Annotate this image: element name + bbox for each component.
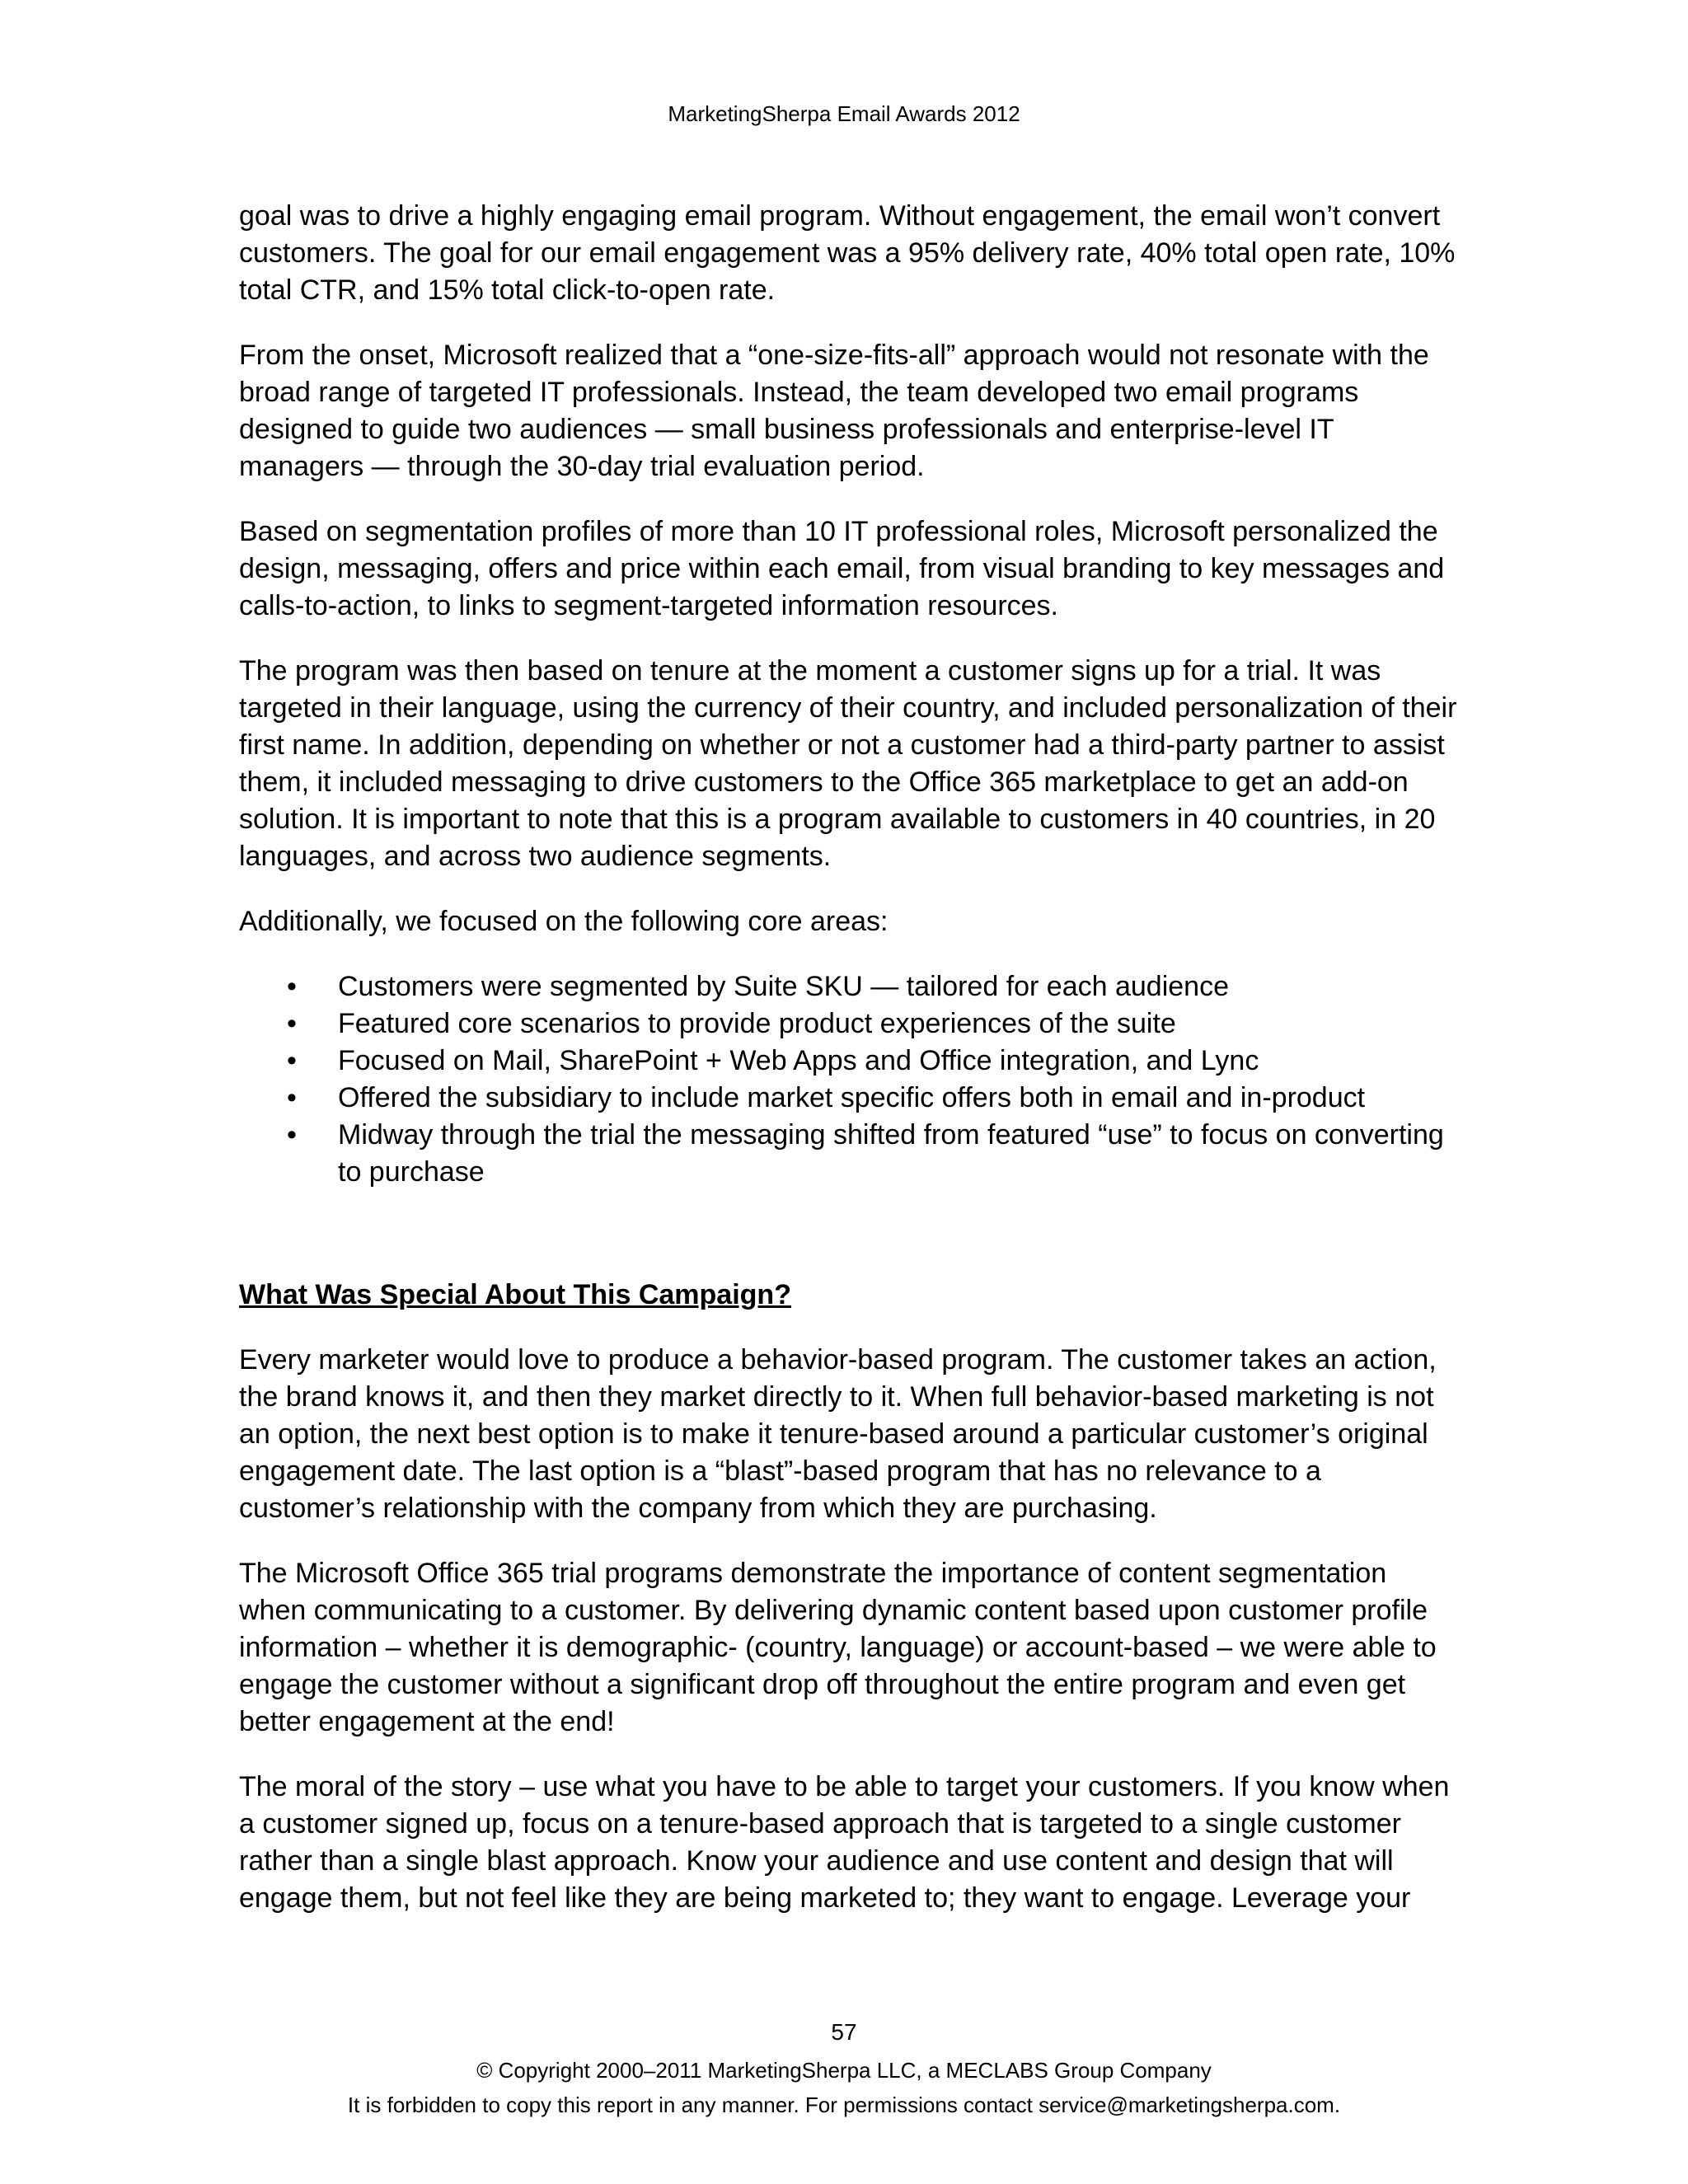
body-paragraph: Based on segmentation profiles of more than 10 IT professional roles, Microsoft personalized the design, messaging, offers and price within each email, from visual branding to key messages and calls-to-action, to links to segment-targeted information resources. bbox=[239, 516, 1445, 621]
list-item-text: Featured core scenarios to provide product experiences of the suite bbox=[338, 1008, 1176, 1039]
list-item bbox=[239, 1043, 1459, 1080]
section-paragraph: The moral of the story – use what you have to be able to target your customers. If you know when a customer signed up, focus on a tenure-based approach that is targeted to a single customer rather than a single blast approach. Know your audience and use content and design that will engage them, but not feel like they are being marketed to; they want to engage. Leverage your bbox=[239, 1771, 1450, 1914]
body-paragraph: From the onset, Microsoft realized that a “one-size-fits-all” approach would not resonate with the broad range of targeted IT professionals. Instead, the team developed two email programs designed to guide two audiences — small business professionals and enterprise-level IT managers — through the 30-day trial evaluation period. bbox=[239, 340, 1429, 482]
list-item bbox=[239, 1080, 1459, 1117]
copyright-notice: © Copyright 2000–2011 MarketingSherpa LLC, a MECLABS Group Company bbox=[476, 2058, 1212, 2083]
list-item bbox=[239, 1117, 1459, 1191]
core-areas-list bbox=[239, 968, 1459, 1191]
page-content bbox=[239, 198, 1459, 1945]
list-item-text: Offered the subsidiary to include market specific offers both in email and in-product bbox=[338, 1082, 1366, 1113]
bullet-icon: • bbox=[287, 1008, 297, 1039]
bullet-icon: • bbox=[287, 1045, 297, 1076]
section-heading: What Was Special About This Campaign? bbox=[239, 1279, 791, 1310]
section-paragraph: The Microsoft Office 365 trial programs demonstrate the importance of content segmentation when communicating to a customer. By delivering dynamic content based upon customer profile information – whether it is demographic- (country, language) or account-based – we were able to engage the customer without a significant drop off throughout the entire program and even get better engagement at the end! bbox=[239, 1558, 1437, 1737]
page-header: MarketingSherpa Email Awards 2012 bbox=[668, 101, 1020, 126]
bullet-icon: • bbox=[287, 1119, 297, 1151]
list-item-text: Midway through the trial the messaging shifted from featured “use” to focus on converting to purchase bbox=[338, 1119, 1444, 1188]
bullet-icon: • bbox=[287, 1082, 297, 1113]
list-item-text: Focused on Mail, SharePoint + Web Apps and Office integration, and Lync bbox=[338, 1045, 1259, 1076]
body-paragraph: The program was then based on tenure at the moment a customer signs up for a trial. It was targeted in their language, using the currency of their country, and included personalization of their first name. In addition, depending on whether or not a customer had a third-party partner to assist them, it included messaging to drive customers to the Office 365 marketplace to get an add-on solution. It is important to note that this is a program available to customers in 40 countries, in 20 languages, and across two audience segments. bbox=[239, 655, 1457, 872]
list-item bbox=[239, 968, 1459, 1005]
page-number: 57 bbox=[831, 2019, 857, 2045]
bullet-icon: • bbox=[287, 971, 297, 1002]
body-paragraph: goal was to drive a highly engaging email program. Without engagement, the email won’t convert customers. The goal for our email engagement was a 95% delivery rate, 40% total open rate, 10% total CTR, and 15% total click-to-open rate. bbox=[239, 200, 1456, 306]
section-paragraph: Every marketer would love to produce a behavior-based program. The customer takes an action, the brand knows it, and then they market directly to it. When full behavior-based marketing is not an option, the next best option is to make it tenure-based around a particular customer’s original engagement date. The last option is a “blast”-based program that has no relevance to a customer’s relationship with the company from which they are purchasing. bbox=[239, 1344, 1437, 1524]
permissions-notice: It is forbidden to copy this report in any manner. For permissions contact service@marketingsherpa.com. bbox=[347, 2093, 1341, 2117]
list-item bbox=[239, 1005, 1459, 1043]
list-item-text: Customers were segmented by Suite SKU — tailored for each audience bbox=[338, 971, 1229, 1002]
body-paragraph: Additionally, we focused on the following core areas: bbox=[239, 906, 889, 937]
